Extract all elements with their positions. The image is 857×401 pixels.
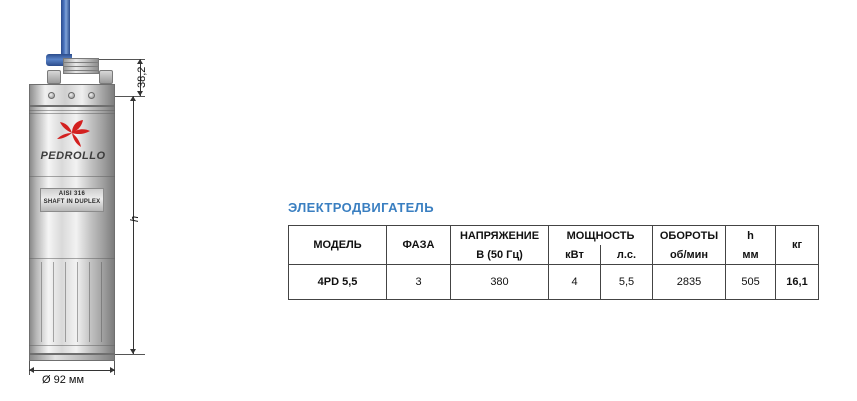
header-phase: ФАЗА bbox=[387, 226, 451, 265]
cell-voltage: 380 bbox=[451, 265, 549, 300]
dim-arrow-up bbox=[137, 59, 143, 64]
head-screw-icon bbox=[48, 92, 55, 99]
power-cable bbox=[61, 0, 70, 60]
cell-weight: 16,1 bbox=[776, 265, 819, 300]
header-voltage: НАПРЯЖЕНИЕ bbox=[451, 226, 549, 246]
dim-text-h: h bbox=[129, 215, 141, 222]
body-flute bbox=[41, 262, 42, 342]
dim-text-38: 38,2 bbox=[136, 66, 148, 88]
dim-arrow-left bbox=[29, 367, 34, 373]
header-weight: кг bbox=[776, 226, 819, 265]
mount-bracket-right bbox=[99, 70, 113, 84]
dim-arrow-up bbox=[130, 96, 136, 101]
header-power-hp-unit: л.с. bbox=[601, 245, 653, 265]
cell-h: 505 bbox=[726, 265, 776, 300]
header-voltage-unit: В (50 Гц) bbox=[451, 245, 549, 265]
dim-arrow-right bbox=[110, 367, 115, 373]
body-flute bbox=[65, 262, 66, 342]
body-seam bbox=[29, 110, 115, 111]
header-rpm-unit: об/мин bbox=[653, 245, 726, 265]
mount-bracket-left bbox=[47, 70, 61, 84]
dim-line-h bbox=[133, 96, 134, 354]
body-seam bbox=[29, 258, 115, 259]
brand-label: PEDROLLO bbox=[40, 150, 106, 162]
motor-spec-block bbox=[288, 200, 833, 300]
dim-arrow-down bbox=[137, 91, 143, 96]
pedrollo-logo-icon bbox=[52, 118, 92, 148]
cell-phase: 3 bbox=[387, 265, 451, 300]
body-seam bbox=[29, 345, 115, 346]
table-header-row-1 bbox=[289, 226, 819, 246]
header-rpm: ОБОРОТЫ bbox=[653, 226, 726, 246]
body-flute bbox=[101, 262, 102, 342]
pump-technical-drawing bbox=[0, 0, 270, 401]
spec-plate-line2: SHAFT IN DUPLEX bbox=[43, 199, 101, 205]
cell-rpm: 2835 bbox=[653, 265, 726, 300]
pump-base bbox=[29, 354, 115, 361]
header-h: h bbox=[726, 226, 776, 246]
header-power: МОЩНОСТЬ bbox=[549, 226, 653, 246]
body-seam bbox=[29, 113, 115, 114]
body-flute bbox=[89, 262, 90, 342]
cap-ridge bbox=[63, 66, 99, 67]
cap-ridge bbox=[63, 70, 99, 71]
spec-plate-line1: AISI 316 bbox=[58, 191, 86, 197]
dim-line-diameter bbox=[29, 370, 115, 371]
cell-power-hp: 5,5 bbox=[601, 265, 653, 300]
motor-spec-table bbox=[288, 225, 819, 300]
body-flute bbox=[53, 262, 54, 342]
header-model: МОДЕЛЬ bbox=[289, 226, 387, 265]
motor-section-title: ЭЛЕКТРОДВИГАТЕЛЬ bbox=[288, 200, 434, 215]
body-seam bbox=[29, 176, 115, 177]
dim-text-diameter: Ø 92 мм bbox=[42, 374, 85, 386]
header-h-unit: мм bbox=[726, 245, 776, 265]
cap-ridge bbox=[63, 62, 99, 63]
spec-plate bbox=[40, 188, 104, 212]
body-flute bbox=[77, 262, 78, 342]
cell-power-kw: 4 bbox=[549, 265, 601, 300]
cell-model: 4PD 5,5 bbox=[289, 265, 387, 300]
ext-line-base bbox=[115, 354, 145, 355]
head-screw-icon bbox=[68, 92, 75, 99]
table-row bbox=[289, 265, 819, 300]
header-power-kw-unit: кВт bbox=[549, 245, 601, 265]
head-screw-icon bbox=[88, 92, 95, 99]
